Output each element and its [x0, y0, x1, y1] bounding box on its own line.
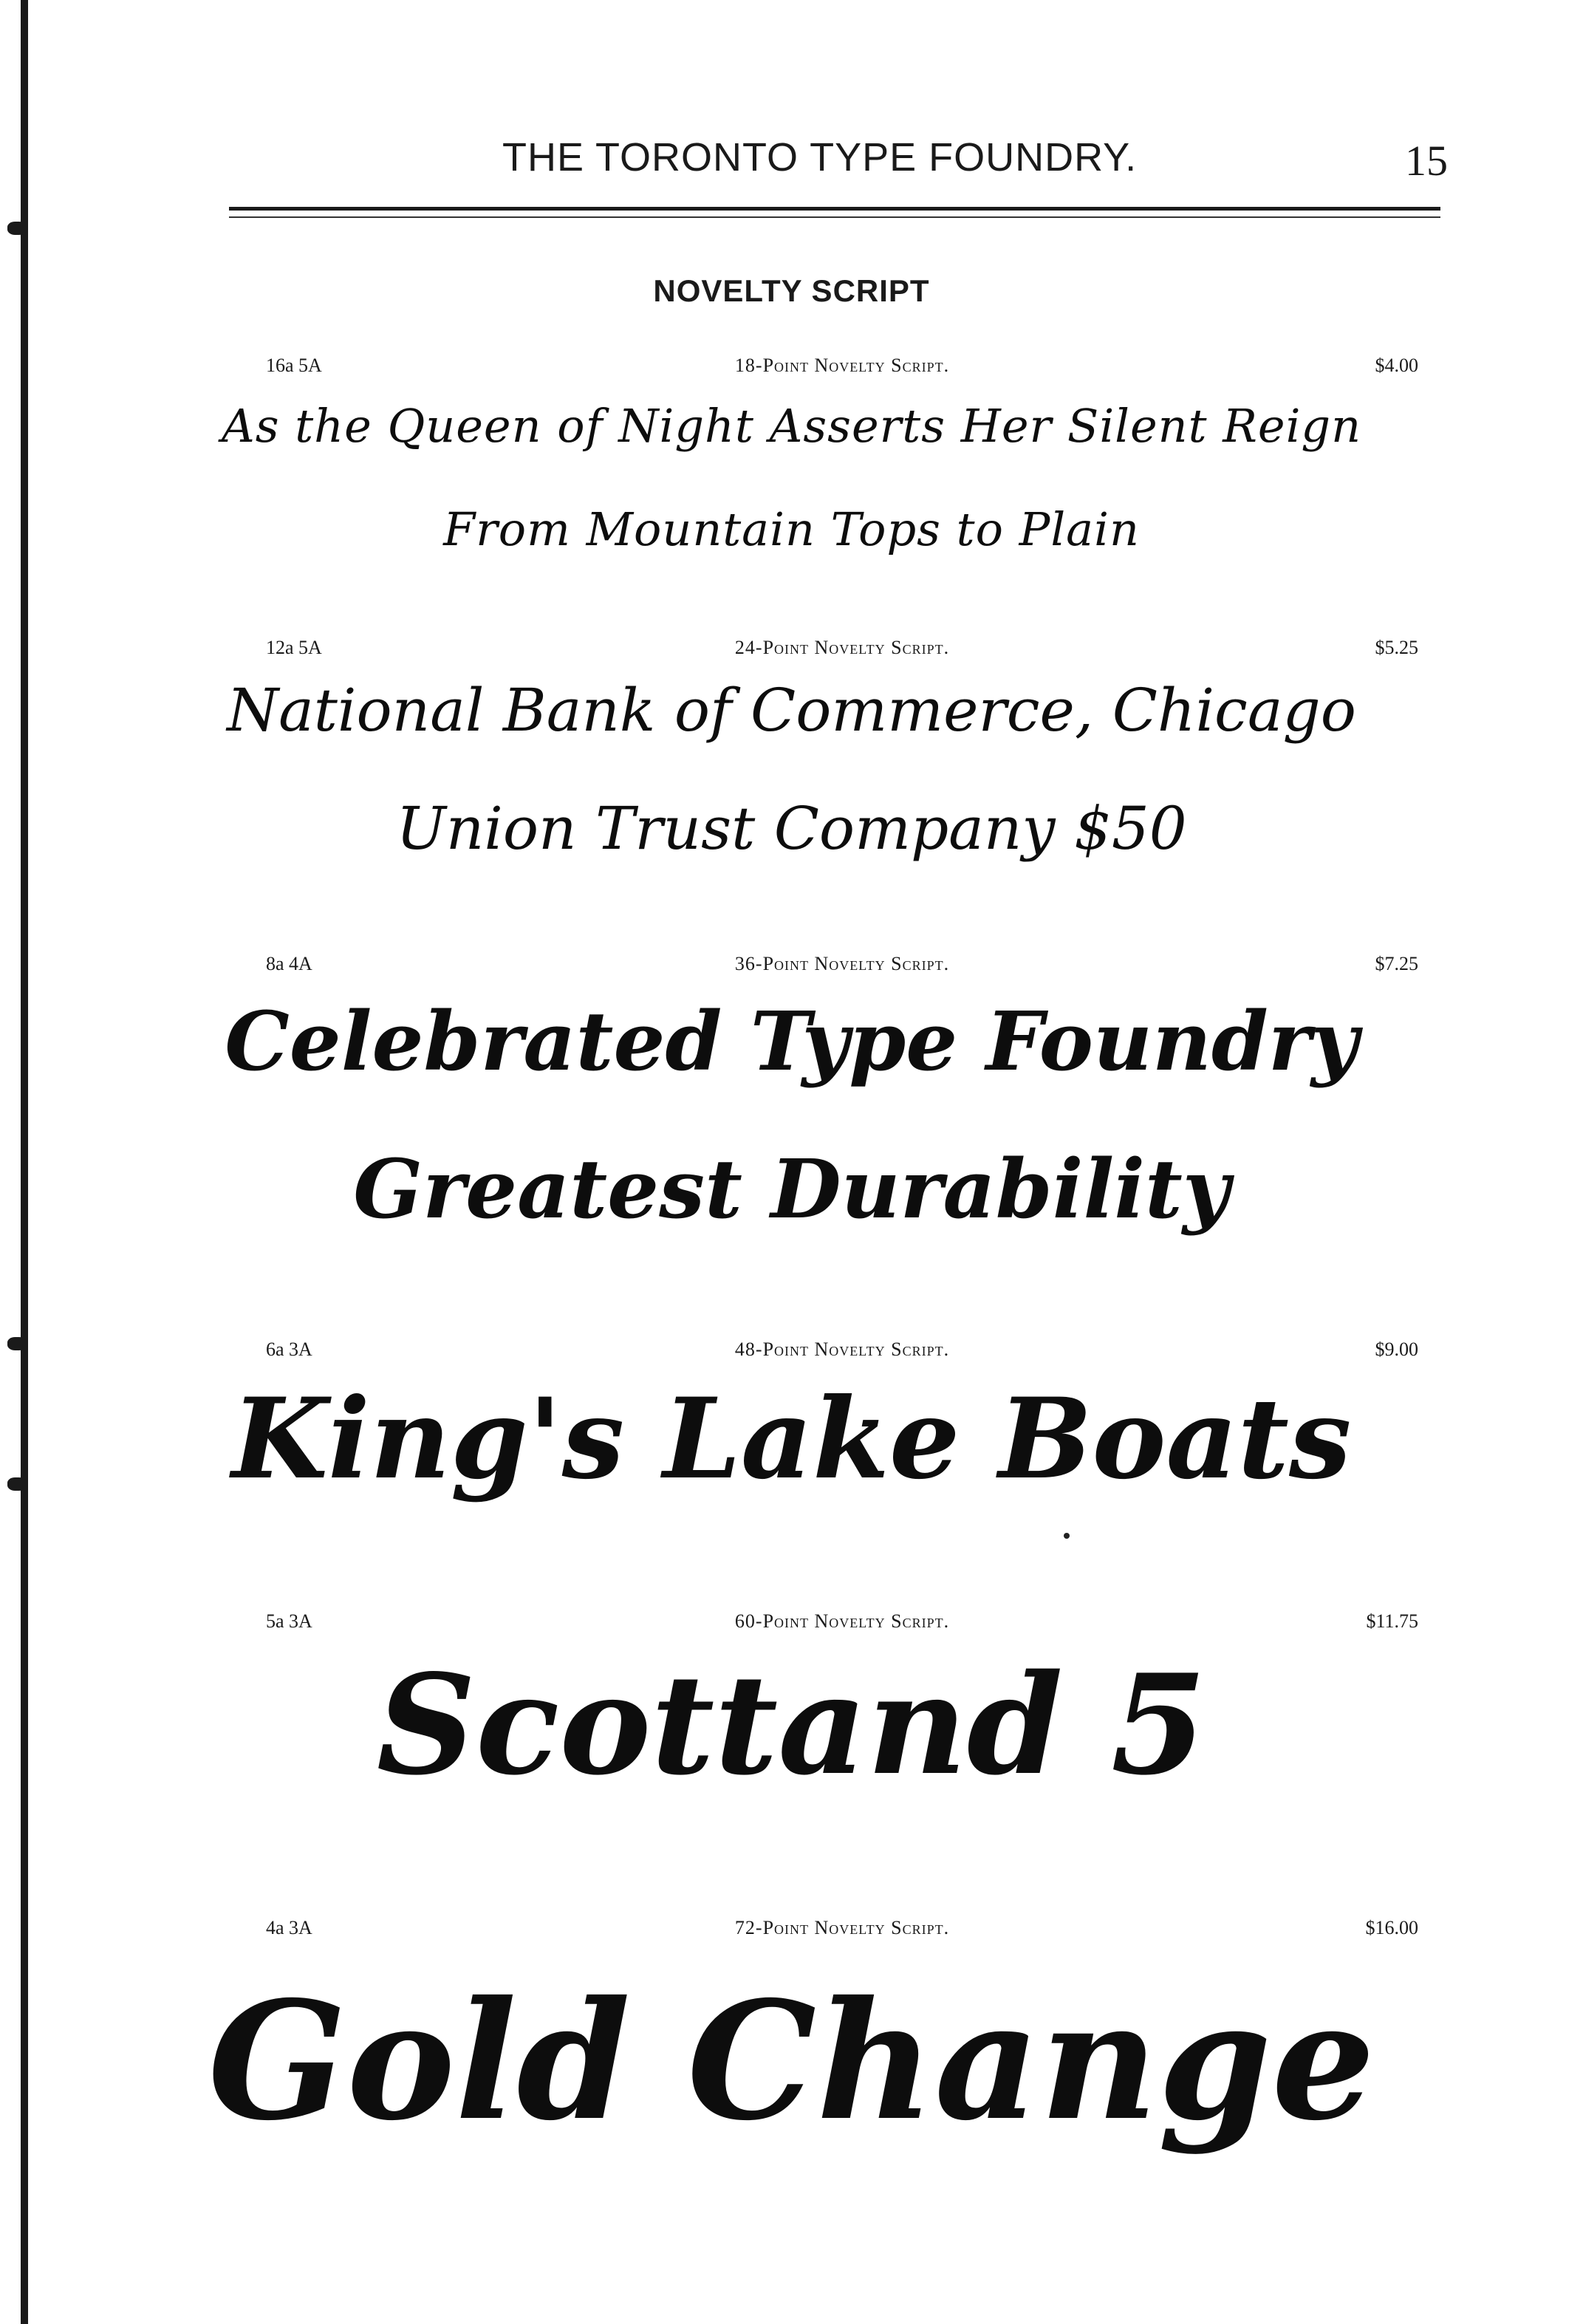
header-title: THE TORONTO TYPE FOUNDRY.	[502, 135, 1138, 180]
font-price: $9.00	[1375, 1339, 1418, 1360]
font-quantity: 12a 5A	[266, 637, 322, 658]
specimen-spec-row	[266, 953, 1418, 982]
running-header	[222, 134, 1448, 194]
specimen-line: As the Queen of Night Asserts Her Silent Reign	[221, 399, 1362, 453]
specimen-spec-row	[266, 1610, 1418, 1640]
header-rule	[229, 216, 1440, 218]
page-number: 15	[1405, 137, 1448, 185]
font-price: $4.00	[1375, 355, 1418, 376]
font-quantity: 4a 3A	[266, 1917, 312, 1938]
font-quantity: 5a 3A	[266, 1610, 312, 1632]
specimen-spec-row	[266, 1339, 1418, 1368]
specimen-line: From Mountain Tops to Plain	[443, 502, 1140, 556]
page-edge-mark	[7, 222, 27, 235]
font-price: $11.75	[1366, 1610, 1418, 1632]
font-quantity: 6a 3A	[266, 1339, 312, 1360]
font-size-label: 24-Point Novelty Script.	[734, 637, 950, 658]
specimen-line: Greatest Durability	[353, 1141, 1230, 1237]
font-price: $7.25	[1375, 953, 1418, 974]
font-price: $5.25	[1375, 637, 1418, 658]
specimen-line: Scottand 5	[376, 1644, 1207, 1805]
font-quantity: 16a 5A	[266, 355, 322, 376]
section-title: NOVELTY SCRIPT	[653, 273, 930, 308]
specimen-spec-row	[266, 355, 1418, 384]
specimen-line: National Bank of Commerce, Chicago	[227, 676, 1356, 745]
font-quantity: 8a 4A	[266, 953, 312, 974]
specimen-line: King's Lake Boats	[231, 1374, 1352, 1504]
page-edge-mark	[7, 1337, 27, 1350]
font-size-label: 36-Point Novelty Script.	[734, 953, 950, 974]
specimen-line: Gold Change	[208, 1965, 1375, 2156]
specimen-spec-row	[266, 637, 1418, 666]
ink-speck	[1064, 1533, 1070, 1539]
font-size-label: 18-Point Novelty Script.	[734, 355, 950, 376]
specimen-spec-row	[266, 1917, 1418, 1947]
font-price: $16.00	[1365, 1917, 1418, 1938]
font-size-label: 48-Point Novelty Script.	[734, 1339, 950, 1360]
specimen-line: Celebrated Type Foundry	[225, 994, 1358, 1089]
header-rule	[229, 207, 1440, 211]
font-size-label: 60-Point Novelty Script.	[734, 1610, 950, 1632]
specimen-line: Union Trust Company $50	[396, 794, 1187, 863]
font-size-label: 72-Point Novelty Script.	[734, 1917, 950, 1938]
